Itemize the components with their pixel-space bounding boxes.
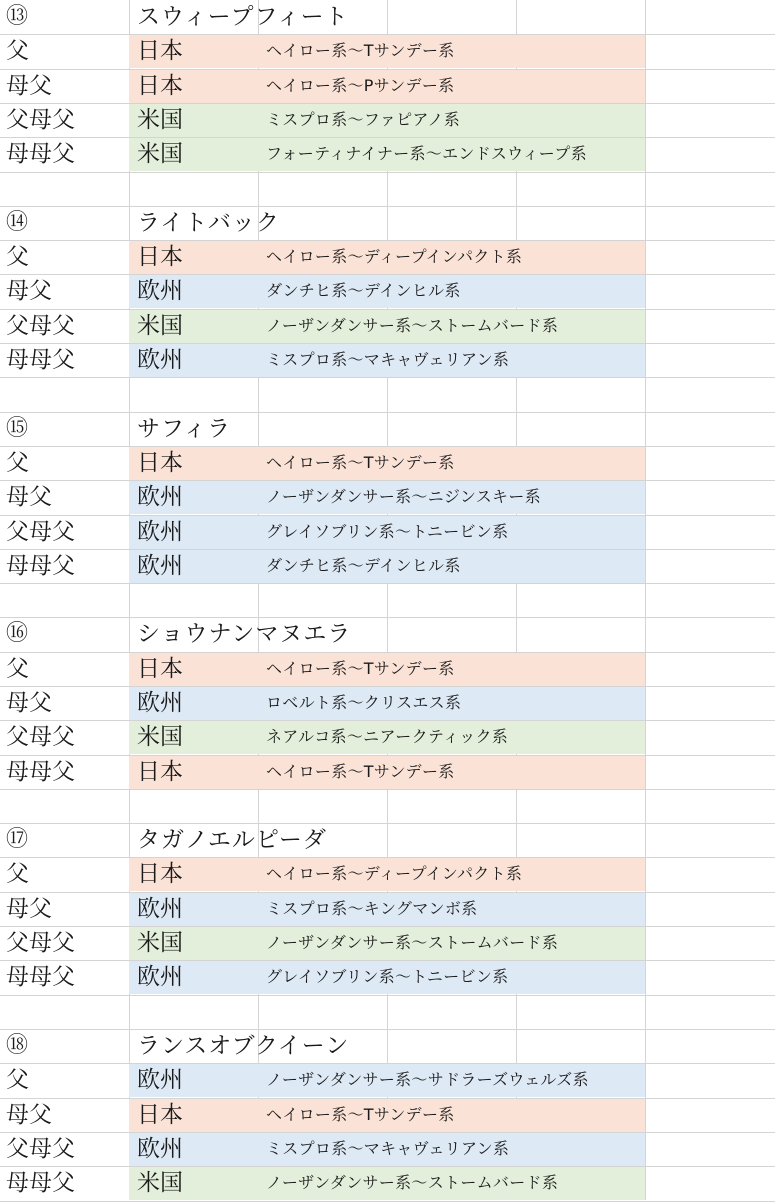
sire-line-cell[interactable]: ミスプロ系〜ファピアノ系 bbox=[266, 110, 461, 129]
pedigree-relation-cell[interactable]: 父母父 bbox=[6, 1136, 75, 1162]
region-cell[interactable]: 米国 bbox=[137, 724, 183, 750]
row-gridline bbox=[0, 583, 775, 584]
column-gridline bbox=[387, 0, 388, 1200]
sire-line-cell[interactable]: ヘイロー系〜Tサンデー系 bbox=[266, 41, 455, 60]
sire-line-cell[interactable]: グレイソブリン系〜トニービン系 bbox=[266, 967, 509, 986]
pedigree-relation-cell[interactable]: 父母父 bbox=[6, 930, 75, 956]
pedigree-relation-cell[interactable]: 父 bbox=[6, 861, 29, 887]
region-cell[interactable]: 欧州 bbox=[137, 553, 183, 579]
sire-line-cell[interactable]: ミスプロ系〜マキャヴェリアン系 bbox=[266, 350, 510, 369]
pedigree-relation-cell[interactable]: 母母父 bbox=[6, 964, 75, 990]
pedigree-relation-cell[interactable]: 母母父 bbox=[6, 1170, 75, 1196]
sire-line-cell[interactable]: ノーザンダンサー系〜ストームバード系 bbox=[266, 316, 559, 335]
row-gridline bbox=[0, 206, 775, 207]
sire-line-cell[interactable]: ノーザンダンサー系〜ストームバード系 bbox=[266, 933, 559, 952]
row-gridline bbox=[0, 789, 775, 790]
pedigree-relation-cell[interactable]: 父 bbox=[6, 244, 29, 270]
region-cell[interactable]: 日本 bbox=[137, 244, 183, 270]
horse-number[interactable]: ⑬ bbox=[6, 4, 29, 29]
sire-line-cell[interactable]: ロベルト系〜クリスエス系 bbox=[266, 693, 462, 712]
horse-number[interactable]: ⑭ bbox=[6, 210, 29, 235]
sire-line-cell[interactable]: ヘイロー系〜ディープインパクト系 bbox=[266, 864, 523, 883]
sire-line-cell[interactable]: ヘイロー系〜Tサンデー系 bbox=[266, 1105, 455, 1124]
pedigree-relation-cell[interactable]: 母母父 bbox=[6, 553, 75, 579]
sire-line-cell[interactable]: ヘイロー系〜Tサンデー系 bbox=[266, 659, 455, 678]
pedigree-relation-cell[interactable]: 母父 bbox=[6, 278, 52, 304]
region-cell[interactable]: 欧州 bbox=[137, 347, 183, 373]
sire-line-cell[interactable]: ヘイロー系〜Tサンデー系 bbox=[266, 762, 455, 781]
region-cell[interactable]: 欧州 bbox=[137, 896, 183, 922]
row-gridline bbox=[0, 823, 775, 824]
pedigree-relation-cell[interactable]: 母父 bbox=[6, 484, 52, 510]
pedigree-relation-cell[interactable]: 母父 bbox=[6, 690, 52, 716]
pedigree-relation-cell[interactable]: 父 bbox=[6, 1067, 29, 1093]
sire-line-cell[interactable]: ダンチヒ系〜デインヒル系 bbox=[266, 281, 461, 300]
region-cell[interactable]: 日本 bbox=[137, 1102, 183, 1128]
pedigree-relation-cell[interactable]: 父 bbox=[6, 38, 29, 64]
pedigree-relation-cell[interactable]: 父母父 bbox=[6, 313, 75, 339]
horse-name[interactable]: スウィープフィート bbox=[137, 4, 349, 30]
sire-line-cell[interactable]: ミスプロ系〜キングマンボ系 bbox=[266, 899, 478, 918]
sire-line-cell[interactable]: ミスプロ系〜マキャヴェリアン系 bbox=[266, 1139, 510, 1158]
row-gridline bbox=[0, 412, 775, 413]
sire-line-cell[interactable]: ノーザンダンサー系〜ニジンスキー系 bbox=[266, 487, 541, 506]
region-cell[interactable]: 欧州 bbox=[137, 519, 183, 545]
sire-line-cell[interactable]: フォーティナイナー系〜エンドスウィープ系 bbox=[266, 144, 587, 163]
pedigree-relation-cell[interactable]: 父母父 bbox=[6, 724, 75, 750]
sire-line-cell[interactable]: ヘイロー系〜Pサンデー系 bbox=[266, 76, 455, 95]
region-cell[interactable]: 米国 bbox=[137, 930, 183, 956]
region-cell[interactable]: 欧州 bbox=[137, 1136, 183, 1162]
region-cell[interactable]: 日本 bbox=[137, 38, 183, 64]
horse-name[interactable]: サフィラ bbox=[137, 416, 232, 442]
pedigree-relation-cell[interactable]: 父 bbox=[6, 450, 29, 476]
region-cell[interactable]: 日本 bbox=[137, 656, 183, 682]
pedigree-relation-cell[interactable]: 母父 bbox=[6, 73, 52, 99]
region-cell[interactable]: 米国 bbox=[137, 1170, 183, 1196]
row-gridline bbox=[0, 617, 775, 618]
pedigree-relation-cell[interactable]: 母母父 bbox=[6, 141, 75, 167]
pedigree-relation-cell[interactable]: 母母父 bbox=[6, 347, 75, 373]
region-cell[interactable]: 日本 bbox=[137, 861, 183, 887]
sire-line-cell[interactable]: ダンチヒ系〜デインヒル系 bbox=[266, 556, 461, 575]
region-cell[interactable]: 米国 bbox=[137, 107, 183, 133]
pedigree-relation-cell[interactable]: 父 bbox=[6, 656, 29, 682]
column-gridline bbox=[258, 0, 259, 1200]
sire-line-cell[interactable]: ネアルコ系〜ニアークティック系 bbox=[266, 727, 509, 746]
row-gridline bbox=[0, 172, 775, 173]
horse-number[interactable]: ⑯ bbox=[6, 621, 29, 646]
region-cell[interactable]: 日本 bbox=[137, 759, 183, 785]
horse-number[interactable]: ⑰ bbox=[6, 827, 29, 852]
pedigree-relation-cell[interactable]: 父母父 bbox=[6, 107, 75, 133]
horse-number[interactable]: ⑮ bbox=[6, 416, 29, 441]
horse-name[interactable]: タガノエルピーダ bbox=[137, 827, 327, 853]
region-cell[interactable]: 日本 bbox=[137, 73, 183, 99]
pedigree-relation-cell[interactable]: 母父 bbox=[6, 896, 52, 922]
sire-line-cell[interactable]: ヘイロー系〜Tサンデー系 bbox=[266, 453, 455, 472]
sire-line-cell[interactable]: ノーザンダンサー系〜サドラーズウェルズ系 bbox=[266, 1070, 589, 1089]
row-gridline bbox=[0, 995, 775, 996]
horse-name[interactable]: ショウナンマヌエラ bbox=[137, 621, 352, 647]
horse-name[interactable]: ランスオブクイーン bbox=[137, 1033, 350, 1059]
region-cell[interactable]: 欧州 bbox=[137, 690, 183, 716]
region-cell[interactable]: 欧州 bbox=[137, 964, 183, 990]
horse-name[interactable]: ライトバック bbox=[137, 210, 280, 236]
column-gridline bbox=[645, 0, 646, 1200]
column-gridline bbox=[516, 0, 517, 1200]
region-cell[interactable]: 日本 bbox=[137, 450, 183, 476]
region-cell[interactable]: 米国 bbox=[137, 313, 183, 339]
region-cell[interactable]: 欧州 bbox=[137, 278, 183, 304]
row-gridline bbox=[0, 1029, 775, 1030]
region-cell[interactable]: 米国 bbox=[137, 141, 183, 167]
pedigree-relation-cell[interactable]: 母母父 bbox=[6, 759, 75, 785]
column-gridline bbox=[129, 0, 130, 1200]
pedigree-relation-cell[interactable]: 母父 bbox=[6, 1102, 52, 1128]
pedigree-relation-cell[interactable]: 父母父 bbox=[6, 519, 75, 545]
horse-number[interactable]: ⑱ bbox=[6, 1033, 29, 1058]
sire-line-cell[interactable]: ノーザンダンサー系〜ストームバード系 bbox=[266, 1173, 559, 1192]
sire-line-cell[interactable]: グレイソブリン系〜トニービン系 bbox=[266, 522, 509, 541]
sire-line-cell[interactable]: ヘイロー系〜ディープインパクト系 bbox=[266, 247, 523, 266]
row-gridline bbox=[0, 377, 775, 378]
region-cell[interactable]: 欧州 bbox=[137, 484, 183, 510]
region-cell[interactable]: 欧州 bbox=[137, 1067, 183, 1093]
